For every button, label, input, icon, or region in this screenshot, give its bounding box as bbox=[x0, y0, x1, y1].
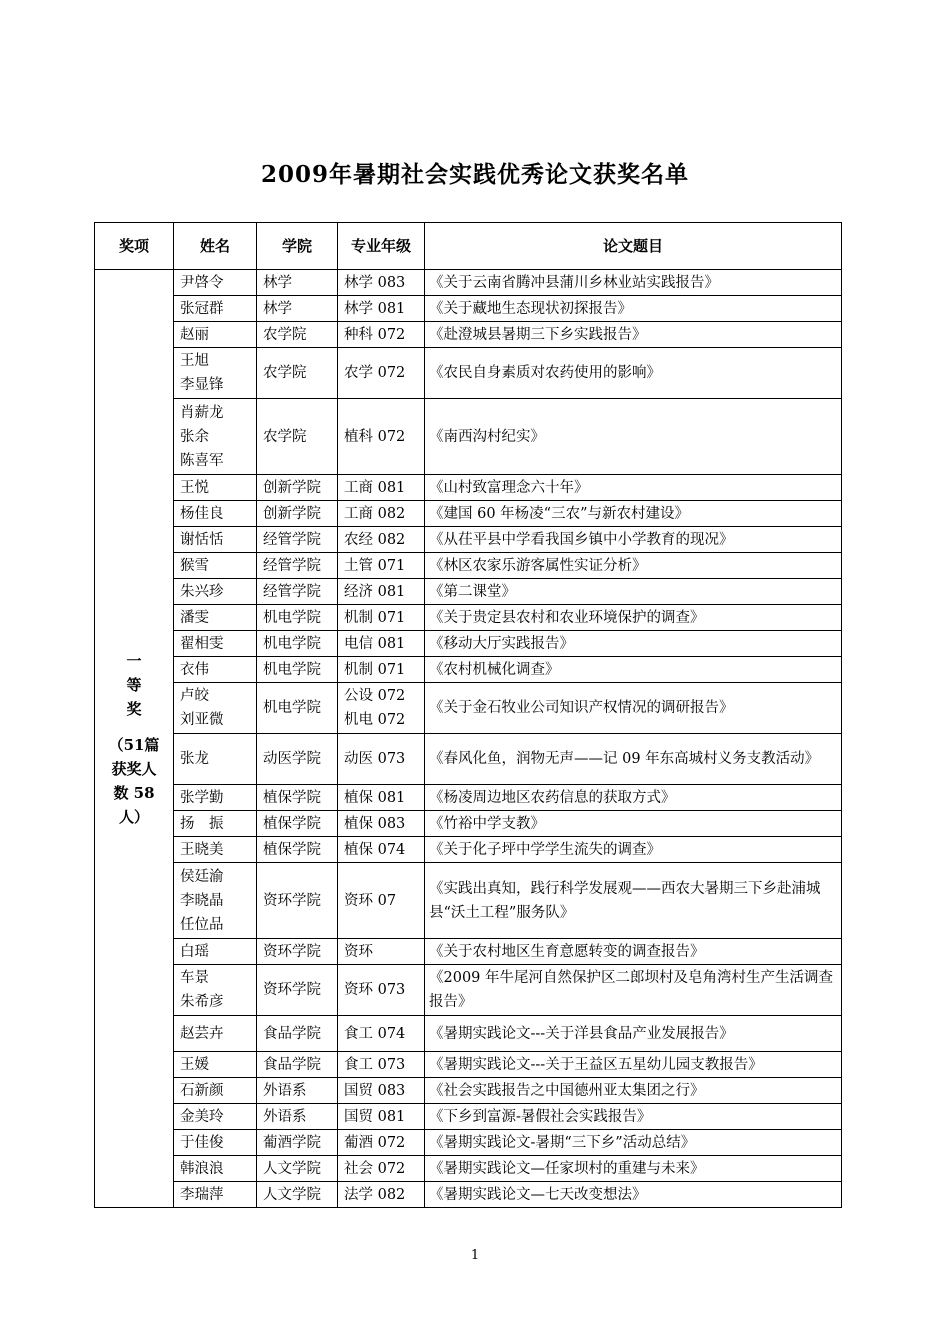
prize-spacer bbox=[101, 721, 167, 733]
student-name-cell-line: 刘亚微 bbox=[180, 712, 224, 728]
paper-title-cell: 《杨凌周边地区农药信息的获取方式》 bbox=[425, 785, 842, 811]
major-cell-line: 林学 083 bbox=[344, 274, 406, 291]
page-number: 1 bbox=[470, 1248, 480, 1263]
student-name-cell-line: 肖薪龙 bbox=[180, 404, 224, 421]
student-name-cell-line: 于佳俊 bbox=[180, 1134, 224, 1151]
student-name-cell bbox=[174, 296, 257, 322]
student-name-cell bbox=[174, 965, 257, 1016]
major-cell-line: 法学 082 bbox=[344, 1186, 406, 1203]
major-cell bbox=[338, 734, 425, 785]
student-name-cell-line: 王晓美 bbox=[180, 841, 224, 858]
paper-title-cell: 《暑期实践论文—任家坝村的重建与未来》 bbox=[425, 1156, 842, 1182]
header-row bbox=[95, 223, 842, 270]
major-cell-line: 机制 071 bbox=[344, 661, 406, 678]
student-name-cell bbox=[174, 1156, 257, 1182]
student-name-cell bbox=[174, 501, 257, 527]
major-cell-line: 农经 082 bbox=[344, 531, 406, 548]
student-name-cell-line: 张冠群 bbox=[180, 300, 224, 317]
paper-title-cell: 《关于贵定县农村和农业环境保护的调查》 bbox=[425, 605, 842, 631]
student-name-cell-line: 王媛 bbox=[180, 1056, 209, 1073]
college-cell: 创新学院 bbox=[257, 475, 338, 501]
student-name-cell bbox=[174, 579, 257, 605]
header-college: 学院 bbox=[257, 223, 338, 270]
paper-title-cell: 《暑期实践论文---关于王益区五星幼儿园支教报告》 bbox=[425, 1052, 842, 1078]
major-cell bbox=[338, 785, 425, 811]
major-cell bbox=[338, 1016, 425, 1052]
college-cell: 农学院 bbox=[257, 348, 338, 399]
college-cell: 创新学院 bbox=[257, 501, 338, 527]
major-cell bbox=[338, 1104, 425, 1130]
major-cell-line: 社会 072 bbox=[344, 1160, 406, 1177]
college-cell: 机电学院 bbox=[257, 631, 338, 657]
student-name-cell bbox=[174, 785, 257, 811]
major-cell bbox=[338, 1182, 425, 1208]
major-cell bbox=[338, 270, 425, 296]
table-row bbox=[95, 605, 842, 631]
table-row bbox=[95, 1078, 842, 1104]
major-cell-line: 葡酒 072 bbox=[344, 1134, 406, 1151]
prize-count-line: 获奖人 bbox=[111, 759, 157, 778]
header-prize: 奖项 bbox=[95, 223, 174, 270]
paper-title-cell: 《2009 年牛尾河自然保护区二郎坝村及皂角湾村生产生活调查报告》 bbox=[425, 965, 842, 1016]
major-cell-line: 电信 081 bbox=[344, 635, 406, 652]
paper-title-cell: 《第二课堂》 bbox=[425, 579, 842, 605]
student-name-cell bbox=[174, 734, 257, 785]
paper-title-cell: 《林区农家乐游客属性实证分析》 bbox=[425, 553, 842, 579]
table-row bbox=[95, 811, 842, 837]
student-name-cell-line: 李显锋 bbox=[180, 377, 224, 393]
table-row bbox=[95, 348, 842, 399]
student-name-cell-line: 石新颜 bbox=[180, 1082, 224, 1099]
major-cell bbox=[338, 657, 425, 683]
prize-level-line: 奖 bbox=[126, 699, 142, 718]
major-cell-line: 经济 081 bbox=[344, 583, 406, 600]
student-name-cell bbox=[174, 939, 257, 965]
paper-title-cell: 《建国 60 年杨凌“三农”与新农村建设》 bbox=[425, 501, 842, 527]
student-name-cell-line: 朱兴珍 bbox=[180, 583, 224, 600]
student-name-cell-line: 赵丽 bbox=[180, 326, 209, 343]
table-row bbox=[95, 683, 842, 734]
major-cell-line: 机制 071 bbox=[344, 609, 406, 626]
major-cell-line: 林学 081 bbox=[344, 300, 406, 317]
major-cell bbox=[338, 296, 425, 322]
major-cell bbox=[338, 1156, 425, 1182]
major-cell bbox=[338, 1130, 425, 1156]
college-cell: 人文学院 bbox=[257, 1182, 338, 1208]
table-row bbox=[95, 501, 842, 527]
college-cell: 人文学院 bbox=[257, 1156, 338, 1182]
student-name-cell-line: 扬 振 bbox=[180, 815, 224, 832]
paper-title-cell: 《关于云南省腾冲县蒲川乡林业站实践报告》 bbox=[425, 270, 842, 296]
major-cell bbox=[338, 399, 425, 475]
table-row bbox=[95, 270, 842, 296]
student-name-cell bbox=[174, 475, 257, 501]
prize-level-line: 一 bbox=[126, 651, 142, 670]
paper-title-cell: 《暑期实践论文---关于洋县食品产业发展报告》 bbox=[425, 1016, 842, 1052]
table-row bbox=[95, 1016, 842, 1052]
college-cell: 植保学院 bbox=[257, 837, 338, 863]
table-row bbox=[95, 553, 842, 579]
paper-title-cell: 《竹裕中学支教》 bbox=[425, 811, 842, 837]
student-name-cell bbox=[174, 811, 257, 837]
table-header bbox=[95, 223, 842, 270]
major-cell bbox=[338, 553, 425, 579]
table-row bbox=[95, 579, 842, 605]
major-cell-line: 植科 072 bbox=[344, 428, 406, 445]
table-row bbox=[95, 1104, 842, 1130]
student-name-cell bbox=[174, 1104, 257, 1130]
awards-table bbox=[94, 222, 842, 1208]
student-name-cell-line: 谢恬恬 bbox=[180, 531, 224, 548]
student-name-cell bbox=[174, 657, 257, 683]
prize-count-line: （51篇 bbox=[108, 735, 160, 754]
prize-level-line: 等 bbox=[126, 675, 142, 694]
paper-title-cell: 《南西沟村纪实》 bbox=[425, 399, 842, 475]
paper-title-cell: 《暑期实践论文—七天改变想法》 bbox=[425, 1182, 842, 1208]
student-name-cell bbox=[174, 863, 257, 939]
table-row bbox=[95, 657, 842, 683]
student-name-cell-line: 王旭 bbox=[180, 353, 209, 369]
table-row bbox=[95, 399, 842, 475]
major-cell bbox=[338, 939, 425, 965]
major-cell bbox=[338, 501, 425, 527]
student-name-cell bbox=[174, 348, 257, 399]
student-name-cell bbox=[174, 553, 257, 579]
student-name-cell bbox=[174, 1052, 257, 1078]
student-name-cell bbox=[174, 1016, 257, 1052]
paper-title-cell: 《移动大厅实践报告》 bbox=[425, 631, 842, 657]
table-row bbox=[95, 1052, 842, 1078]
table-row bbox=[95, 527, 842, 553]
paper-title-cell: 《农民自身素质对农药使用的影响》 bbox=[425, 348, 842, 399]
major-cell bbox=[338, 527, 425, 553]
student-name-cell-line: 李晓晶 bbox=[180, 892, 224, 909]
paper-title-cell: 《从茌平县中学看我国乡镇中小学教育的现况》 bbox=[425, 527, 842, 553]
student-name-cell bbox=[174, 527, 257, 553]
table-row bbox=[95, 1182, 842, 1208]
major-cell bbox=[338, 1078, 425, 1104]
student-name-cell bbox=[174, 322, 257, 348]
college-cell: 外语系 bbox=[257, 1078, 338, 1104]
major-cell-line: 工商 081 bbox=[344, 479, 406, 496]
major-cell bbox=[338, 322, 425, 348]
major-cell-line: 机电 072 bbox=[344, 712, 406, 728]
college-cell: 植保学院 bbox=[257, 811, 338, 837]
student-name-cell-line: 陈喜军 bbox=[180, 452, 224, 469]
major-cell-line: 动医 073 bbox=[344, 751, 406, 767]
student-name-cell-line: 侯廷渝 bbox=[180, 868, 224, 885]
student-name-cell-line: 猴雪 bbox=[180, 557, 209, 574]
student-name-cell bbox=[174, 683, 257, 734]
major-cell-line: 资环 bbox=[344, 943, 373, 960]
student-name-cell bbox=[174, 1182, 257, 1208]
table-row bbox=[95, 1130, 842, 1156]
student-name-cell-line: 张余 bbox=[180, 428, 209, 445]
paper-title-cell: 《社会实践报告之中国德州亚太集团之行》 bbox=[425, 1078, 842, 1104]
table-row bbox=[95, 939, 842, 965]
major-cell bbox=[338, 475, 425, 501]
student-name-cell-line: 白瑶 bbox=[180, 943, 209, 960]
major-cell-line: 植保 074 bbox=[344, 841, 406, 858]
major-cell-line: 食工 074 bbox=[344, 1025, 406, 1042]
table-row bbox=[95, 734, 842, 785]
major-cell bbox=[338, 811, 425, 837]
table-row bbox=[95, 475, 842, 501]
major-cell-line: 植保 081 bbox=[344, 789, 406, 806]
student-name-cell bbox=[174, 837, 257, 863]
student-name-cell-line: 赵芸卉 bbox=[180, 1025, 224, 1042]
paper-title-cell: 《关于农村地区生育意愿转变的调查报告》 bbox=[425, 939, 842, 965]
table-body bbox=[95, 270, 842, 1208]
major-cell bbox=[338, 837, 425, 863]
college-cell: 机电学院 bbox=[257, 657, 338, 683]
major-cell-line: 公设 072 bbox=[344, 688, 406, 704]
college-cell: 动医学院 bbox=[257, 734, 338, 785]
student-name-cell-line: 张龙 bbox=[180, 751, 209, 767]
header-name: 姓名 bbox=[174, 223, 257, 270]
table-row bbox=[95, 322, 842, 348]
student-name-cell bbox=[174, 631, 257, 657]
header-major: 专业年级 bbox=[338, 223, 425, 270]
major-cell bbox=[338, 863, 425, 939]
college-cell: 农学院 bbox=[257, 399, 338, 475]
paper-title-cell: 《赴澄城县暑期三下乡实践报告》 bbox=[425, 322, 842, 348]
student-name-cell-line: 车景 bbox=[180, 970, 209, 986]
student-name-cell-line: 张学勤 bbox=[180, 789, 224, 806]
college-cell: 林学 bbox=[257, 270, 338, 296]
major-cell bbox=[338, 683, 425, 734]
paper-title-cell: 《关于金石牧业公司知识产权情况的调研报告》 bbox=[425, 683, 842, 734]
major-cell-line: 资环 073 bbox=[344, 982, 406, 998]
student-name-cell bbox=[174, 399, 257, 475]
student-name-cell-line: 翟相雯 bbox=[180, 635, 224, 652]
student-name-cell bbox=[174, 1078, 257, 1104]
student-name-cell-line: 杨佳良 bbox=[180, 505, 224, 522]
college-cell: 资环学院 bbox=[257, 965, 338, 1016]
student-name-cell-line: 李瑞萍 bbox=[180, 1186, 224, 1203]
paper-title-cell: 《关于藏地生态现状初探报告》 bbox=[425, 296, 842, 322]
college-cell: 植保学院 bbox=[257, 785, 338, 811]
table-row bbox=[95, 965, 842, 1016]
prize-count-line: 数 58 bbox=[113, 783, 155, 802]
student-name-cell-line: 朱希彦 bbox=[180, 994, 224, 1010]
student-name-cell-line: 韩浪浪 bbox=[180, 1160, 224, 1177]
paper-title-cell: 《关于化子坪中学学生流失的调查》 bbox=[425, 837, 842, 863]
paper-title-cell: 《下乡到富源-暑假社会实践报告》 bbox=[425, 1104, 842, 1130]
college-cell: 外语系 bbox=[257, 1104, 338, 1130]
table-row bbox=[95, 837, 842, 863]
major-cell-line: 农学 072 bbox=[344, 365, 406, 381]
major-cell bbox=[338, 965, 425, 1016]
student-name-cell bbox=[174, 1130, 257, 1156]
major-cell-line: 土管 071 bbox=[344, 557, 406, 574]
college-cell: 资环学院 bbox=[257, 939, 338, 965]
college-cell: 经管学院 bbox=[257, 553, 338, 579]
college-cell: 经管学院 bbox=[257, 527, 338, 553]
student-name-cell-line: 衣伟 bbox=[180, 661, 209, 678]
major-cell-line: 资环 07 bbox=[344, 892, 397, 909]
college-cell: 葡酒学院 bbox=[257, 1130, 338, 1156]
major-cell bbox=[338, 348, 425, 399]
student-name-cell bbox=[174, 270, 257, 296]
prize-count-line: 人） bbox=[118, 807, 149, 826]
major-cell-line: 食工 073 bbox=[344, 1056, 406, 1073]
student-name-cell-line: 卢皎 bbox=[180, 688, 209, 704]
college-cell: 食品学院 bbox=[257, 1016, 338, 1052]
major-cell bbox=[338, 579, 425, 605]
college-cell: 经管学院 bbox=[257, 579, 338, 605]
table-row bbox=[95, 785, 842, 811]
major-cell-line: 国贸 081 bbox=[344, 1108, 406, 1125]
student-name-cell-line: 潘雯 bbox=[180, 609, 209, 626]
table-row bbox=[95, 631, 842, 657]
major-cell bbox=[338, 605, 425, 631]
paper-title-cell: 《实践出真知，践行科学发展观——西农大暑期三下乡赴浦城县“沃土工程”服务队》 bbox=[425, 863, 842, 939]
table-row bbox=[95, 863, 842, 939]
student-name-cell-line: 尹啓令 bbox=[180, 274, 224, 291]
major-cell-line: 种科 072 bbox=[344, 326, 406, 343]
paper-title-cell: 《春风化鱼，润物无声——记 09 年东高城村义务支教活动》 bbox=[425, 734, 842, 785]
major-cell bbox=[338, 631, 425, 657]
table-row bbox=[95, 296, 842, 322]
header-title: 论文题目 bbox=[425, 223, 842, 270]
paper-title-cell: 《农村机械化调查》 bbox=[425, 657, 842, 683]
college-cell: 林学 bbox=[257, 296, 338, 322]
college-cell: 机电学院 bbox=[257, 683, 338, 734]
college-cell: 资环学院 bbox=[257, 863, 338, 939]
major-cell-line: 植保 083 bbox=[344, 815, 406, 832]
major-cell bbox=[338, 1052, 425, 1078]
document-title: 2009年暑期社会实践优秀论文获奖名单 bbox=[260, 161, 689, 188]
student-name-cell-line: 任位品 bbox=[180, 916, 224, 933]
college-cell: 食品学院 bbox=[257, 1052, 338, 1078]
student-name-cell bbox=[174, 605, 257, 631]
major-cell-line: 国贸 083 bbox=[344, 1082, 406, 1099]
student-name-cell-line: 王悦 bbox=[180, 479, 209, 496]
paper-title-cell: 《山村致富理念六十年》 bbox=[425, 475, 842, 501]
student-name-cell-line: 金美玲 bbox=[180, 1108, 224, 1125]
college-cell: 农学院 bbox=[257, 322, 338, 348]
paper-title-cell: 《暑期实践论文-暑期“三下乡”活动总结》 bbox=[425, 1130, 842, 1156]
major-cell-line: 工商 082 bbox=[344, 505, 406, 522]
table-row bbox=[95, 1156, 842, 1182]
college-cell: 机电学院 bbox=[257, 605, 338, 631]
prize-group-cell bbox=[95, 270, 174, 1208]
